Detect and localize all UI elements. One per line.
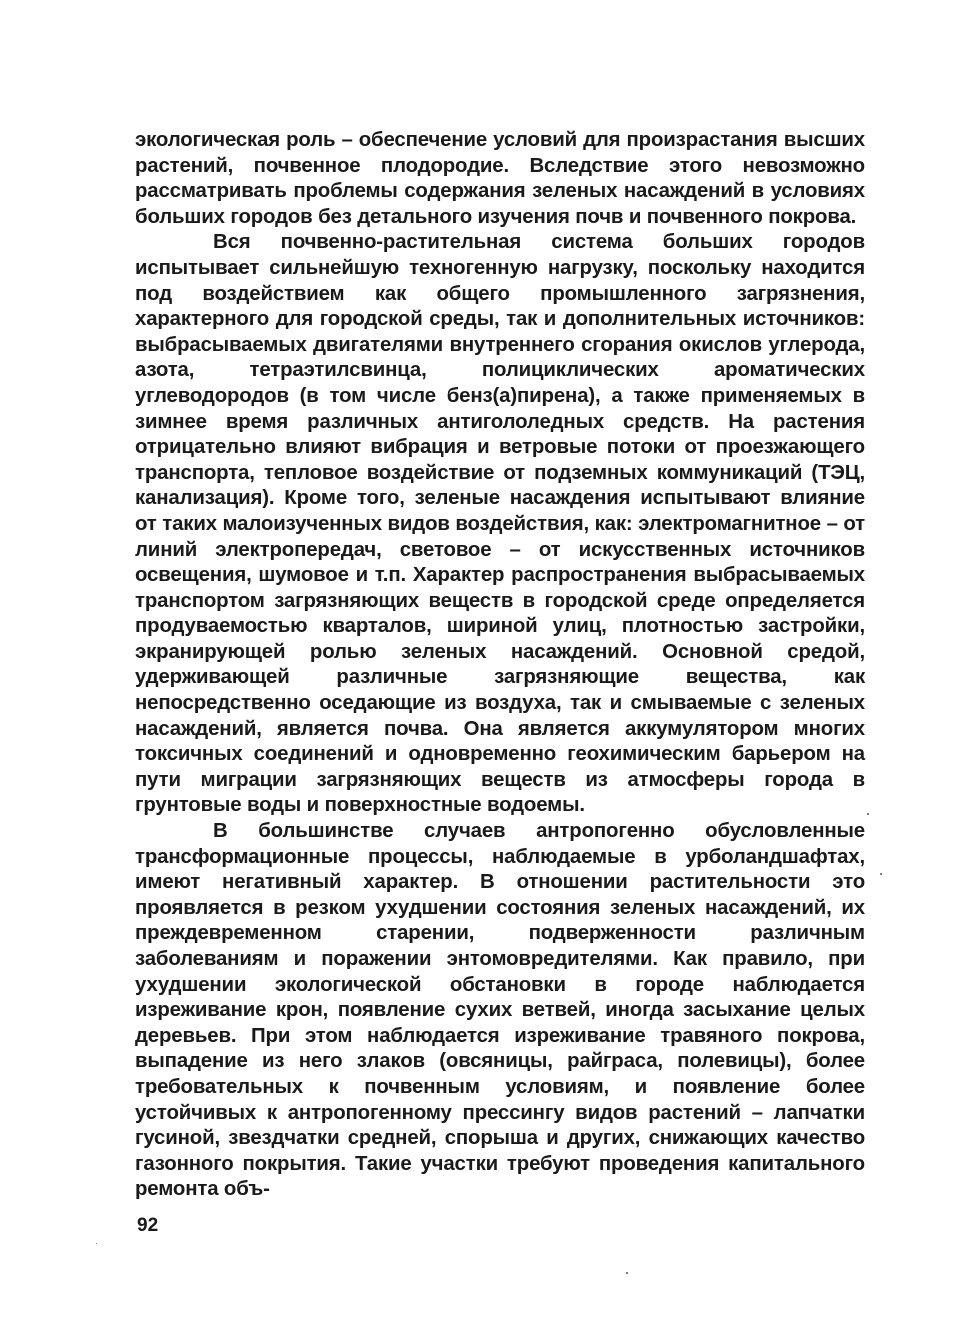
scan-speck: [626, 1272, 628, 1274]
scan-speck: [96, 1243, 97, 1244]
paragraph-urban-soil-load: Вся почвенно-растительная система больших городов испытывает сильнейшую техногенную нагрузку, поскольку находится под воздействием как общего промышленного загрязнения, характерного для городской среды, так и дополнительных источников: выбрасываемых двигателями внутреннего сгорания окислов углерода, азота, тетраэтилсвинца, полициклических ароматических углеводородов (в том числе бенз(а)пирена), а также применяемых в зимнее время различных антигололедных средств. На растения отрицательно влияют вибрация и ветровые потоки от проезжающего транспорта, тепловое воздействие от подземных коммуникаций (ТЭЦ, канализация). Кроме того, зеленые насаждения испытывают влияние от таких малоизученных видов воздействия, как: электромагнитное – от линий электропередач, световое – от искусственных источников освещения, шумовое и т.п. Характер распространения выбрасываемых транспортом загрязняющих веществ в городской среде определяется продуваемостью кварталов, шириной улиц, плотностью застройки, экранирующей ролью зеленых насаждений. Основной средой, удерживающей различные загрязняющие вещества, как непосредственно оседающие из воздуха, так и смываемые с зеленых насаждений, является почва. Она является аккумулятором многих токсичных соединений и одновременно геохимическим барьером на пути миграции загрязняющих веществ из атмосферы города в грунтовые воды и поверхностные водоемы.: [135, 231, 865, 817]
body-text: [135, 128, 865, 1203]
paragraph-transformation-processes: В большинстве случаев антропогенно обусловленные трансформационные процессы, наблюдаемые в урболандшафтах, имеют негативный характер. В отношении растительности это проявляется в резком ухудшении состояния зеленых насаждений, их преждевременном старении, подверженности различным заболеваниям и поражении энтомовредителями. Как правило, при ухудшении экологической обстановки в городе наблюдается изреживание крон, появление сухих ветвей, иногда засыхание целых деревьев. При этом наблюдается изреживание травяного покрова, выпадение из него злаков (овсяницы, райграса, полевицы), более требовательных к почвенным условиям, и появление более устойчивых к антропогенному прессингу видов растений – лапчатки гусиной, звездчатки средней, спорыша и других, снижающих качество газонного покрытия. Такие участки требуют проведения капитального ремонта объ-: [135, 820, 865, 1201]
page-number: 92: [137, 1215, 159, 1236]
paragraph-continuation: экологическая роль – обеспечение условий для произрастания высших растений, почвенное плодородие. Вследствие этого невозможно рассматривать проблемы содержания зеленых насаждений в условиях больших городов без детального изучения почв и почвенного покрова.: [135, 129, 865, 228]
scan-speck: [867, 813, 869, 815]
scan-speck: [880, 873, 882, 875]
